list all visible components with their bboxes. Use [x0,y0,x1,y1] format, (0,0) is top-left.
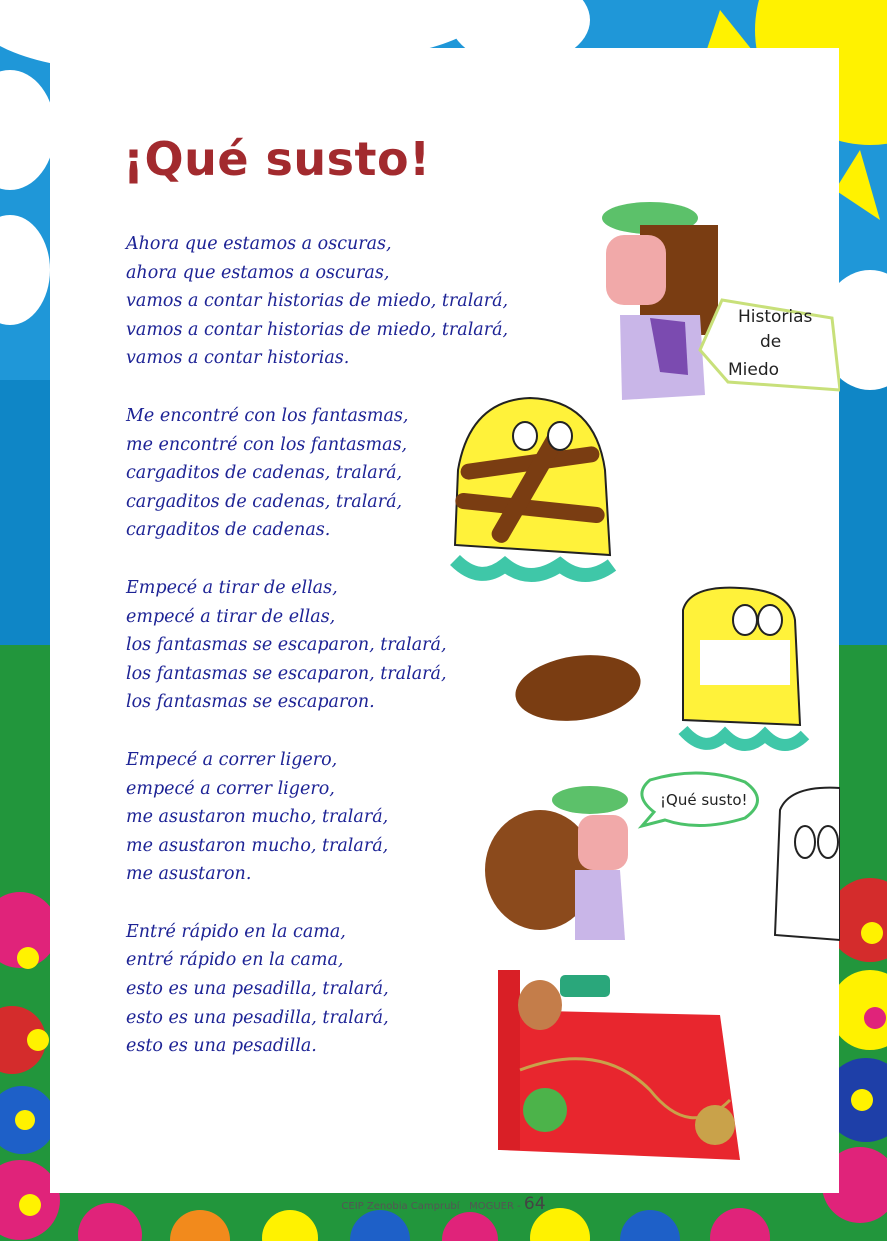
sign-text-1: Historias [738,307,813,327]
poem-line: los fantasmas se escaparon. [126,692,375,713]
speech-bubble-text: ¡Qué susto! [660,791,748,809]
ghost-drawing [683,588,805,745]
poem-line: Empecé a correr ligero, [126,749,338,770]
chain-pile-drawing [511,648,645,729]
poem-line: Ahora que estamos a oscuras, [126,234,392,254]
page-number: 64 [523,1194,546,1214]
poem-line: Me encontré con los fantasmas, [126,405,409,426]
poem-line: cargaditos de cadenas, tralará, [126,491,403,512]
poem-line: esto es una pesadilla, tralará, [126,979,389,1000]
poem-line: me asustaron mucho, tralará, [126,835,389,856]
poem-line: me asustaron. [126,864,252,885]
footer-school: CEIP Zenobia Camprubí [341,1201,460,1212]
white-ghost-drawing [775,788,840,940]
poem-line: vamos a contar historias. [126,348,350,369]
poem-line: cargaditos de cadenas, tralará, [126,463,403,484]
poem-line: Entré rápido en la cama, [126,921,346,942]
poem-line: me encontré con los fantasmas, [126,434,408,455]
speech-bubble [642,773,758,826]
footer-separator: - [517,1201,521,1212]
sign-board [700,300,840,390]
footer-town: MOGUER [469,1201,514,1212]
poem-line: empecé a correr ligero, [126,778,335,799]
poem-line: Empecé a tirar de ellas, [126,577,338,598]
poem-line: entré rápido en la cama, [126,950,344,971]
sign-text-2: de [760,332,782,352]
poem-title: ¡Qué susto! [123,132,431,186]
storyteller-drawing [602,202,718,400]
poem-line: esto es una pesadilla. [126,1036,317,1057]
bed-drawing [498,970,740,1160]
chained-ghost-drawing [455,398,612,575]
poem-line: esto es una pesadilla, tralará, [126,1007,389,1028]
poem-line: los fantasmas se escaparon, tralará, [126,663,447,684]
sign-text-3: Miedo [728,360,780,380]
poem-line: me asustaron mucho, tralará, [126,807,389,828]
poem-line: cargaditos de cadenas. [126,520,331,541]
poem-line: vamos a contar historias de miedo, tralará, [126,291,509,312]
children-drawings [440,190,840,1190]
scared-child-drawing [485,786,628,940]
page-footer [0,1194,887,1214]
poem-line: empecé a tirar de ellas, [126,606,336,627]
poem-line: vamos a contar historias de miedo, tralará, [126,319,509,340]
poem-line: los fantasmas se escaparon, tralará, [126,635,447,656]
poem-line: ahora que estamos a oscuras, [126,262,390,283]
